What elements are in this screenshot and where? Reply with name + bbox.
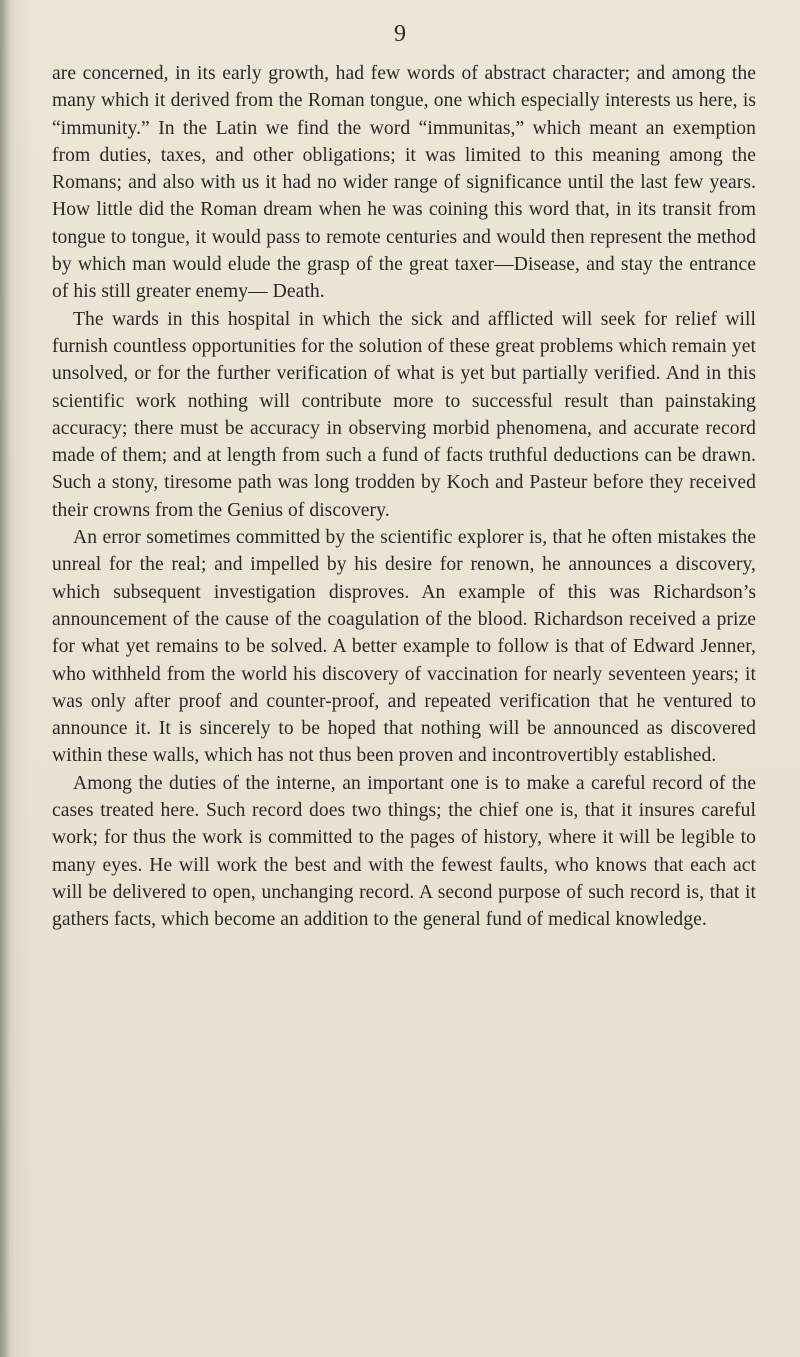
body-text xyxy=(52,60,756,934)
paragraph-hospital-wards: The wards in this hospital in which the sick and afflicted will seek for relief will furnish countless opportunities for the solution of these great problems which remain yet unsolved, or for the further verification of what is yet but partially verified. And in this scientific work nothing will contribute more to successful result than painstaking accuracy; there must be accuracy in observing morbid phenomena, and accurate record made of them; and at length from such a fund of facts truthful deductions can be drawn. Such a stony, tiresome path was long trodden by Koch and Pasteur before they received their crowns from the Genius of discovery. xyxy=(52,308,756,521)
paragraph-scientific-error: An error sometimes committed by the scientific explorer is, that he often mistakes the unreal for the real; and impelled by his desire for renown, he announces a discovery, which subsequent investigation disproves. An example of this was Richardson’s announcement of the cause of the coagulation of the blood. Richardson received a prize for what yet remains to be solved. A better example to follow is that of Edward Jenner, who withheld from the world his discovery of vaccination for nearly seventeen years; it was only after proof and counter-proof, and repeated verification that he ventured to announce it. It is sincerely to be hoped that nothing will be announced as discovered within these walls, which has not thus been proven and incontrovertibly established. xyxy=(52,527,756,767)
binding-shadow xyxy=(0,0,10,1357)
page-number: 9 xyxy=(394,21,406,47)
paragraph-continuation: are concerned, in its early growth, had few words of abstract character; and among the many which it derived from the Roman tongue, one which especially interests us here, is “immunity.” In the Latin we find the word “immunitas,” which meant an exemption from duties, taxes, and other obligations; it was limited to this meaning among the Romans; and also with us it had no wider range of significance until the last few years. How little did the Roman dream when he was coining this word that, in its transit from tongue to tongue, it would pass to remote centuries and would then represent the method by which man would elude the grasp of the great taxer—Disease, and stay the entrance of his still greater enemy— Death. xyxy=(52,63,756,303)
paragraph-interne-duties: Among the duties of the interne, an important one is to make a careful record of the cases treated here. Such record does two things; the chief one is, that it insures careful work; for thus the work is committed to the pages of history, where it will be legible to many eyes. He will work the best and with the fewest faults, who knows that each act will be delivered to open, unchanging record. A second purpose of such record is, that it gathers facts, which become an addition to the general fund of medical knowledge. xyxy=(52,772,756,931)
